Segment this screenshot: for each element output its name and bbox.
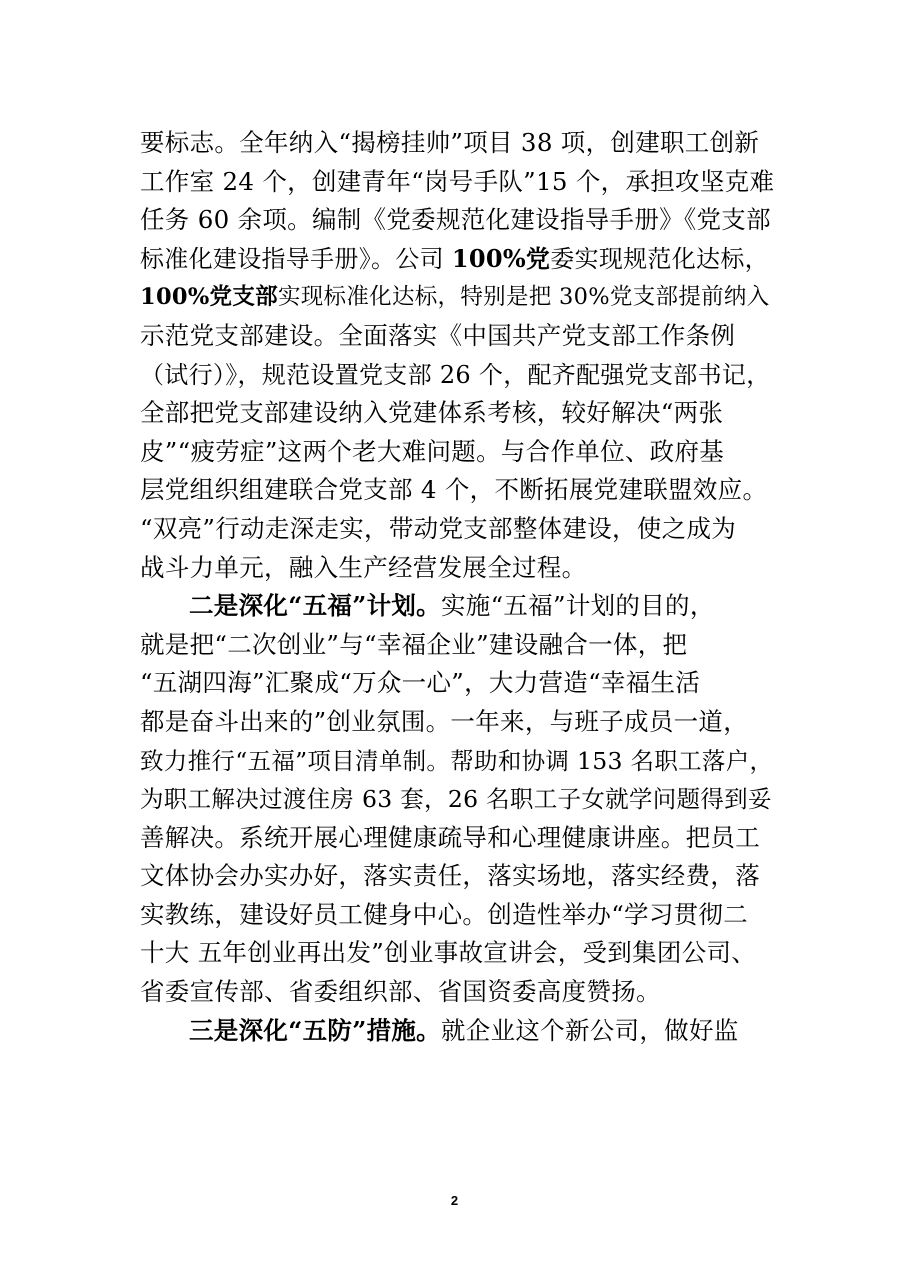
bold-text: 100%党 <box>451 243 551 273</box>
text-line <box>140 549 780 588</box>
line-text: 文体协会办实办好，落实责任，落实场地，落实经费，落 <box>140 861 760 891</box>
line-text: 战斗力单元，融入生产经营发展全过程。 <box>140 552 587 582</box>
text-line <box>140 896 780 935</box>
line-text: （试行）》，规范设置党支部 26 个，配齐配强党支部书记， <box>140 360 771 389</box>
line-text: 就是把“二次创业”与“幸福企业”建设融合一体，把 <box>140 629 688 659</box>
text-line <box>140 394 780 433</box>
text-line <box>140 626 780 665</box>
line-text: 标准化建设指导手册》。公司 <box>140 244 452 273</box>
text-line <box>140 240 780 279</box>
text-line <box>140 278 780 317</box>
line-text: 示范党支部建设。全面落实《中国共产党支部工作条例 <box>140 320 736 350</box>
bold-text: 100%党支部 <box>140 284 278 311</box>
line-text: 要标志。全年纳入“揭榜挂帅”项目 38 项，创建职工创新 <box>140 128 760 157</box>
line-text: 实教练，建设好员工健身中心。创造性举办“学习贯彻二 <box>140 899 749 929</box>
line-text: 就企业这个新公司，做好监 <box>440 1015 739 1045</box>
line-text: 致力推行“五福”项目清单制。帮助和协调 153 名职工落户， <box>140 746 774 775</box>
line-text: 实现标准化达标，特别是把 30%党支部提前纳入 <box>277 284 770 311</box>
text-line <box>140 857 780 896</box>
text-line <box>140 317 780 356</box>
body-text <box>140 124 780 1050</box>
text-line <box>140 742 780 781</box>
line-text: 委实现规范化达标， <box>550 244 769 273</box>
line-text: 层党组织组建联合党支部 4 个，不断拓展党建联盟效应。 <box>140 475 768 505</box>
line-text: 任务 60 余项。编制《党委规范化建设指导手册》《党支部 <box>140 205 771 235</box>
bold-text: 三是深化“五防”措施。 <box>189 1015 441 1045</box>
line-text: 十大 五年创业再出发”创业事故宣讲会，受到集团公司、 <box>140 938 757 968</box>
text-line <box>140 934 780 973</box>
line-text: 善解决。系统开展心理健康疏导和心理健康讲座。把员工 <box>140 822 760 852</box>
line-text: 都是奋斗出来的”创业氛围。一年来，与班子成员一道， <box>140 706 749 736</box>
line-text: “双亮”行动走深走实，带动党支部整体建设，使之成为 <box>140 513 737 543</box>
text-line <box>140 1012 780 1051</box>
text-line <box>140 587 780 626</box>
text-line <box>140 510 780 549</box>
text-line <box>140 124 780 163</box>
text-line <box>140 819 780 858</box>
text-line <box>140 664 780 703</box>
text-line <box>140 780 780 819</box>
text-line <box>140 433 780 472</box>
line-text: 皮”“疲劳症”这两个老大难问题。与合作单位、政府基 <box>140 436 725 466</box>
line-text: 工作室 24 个，创建青年“岗号手队”15 个，承担攻坚克难 <box>140 166 775 196</box>
line-text: “五湖四海”汇聚成“万众一心”，大力营造“幸福生活 <box>140 668 701 698</box>
text-line <box>140 356 780 395</box>
text-line <box>140 703 780 742</box>
page-number: 2 <box>450 1193 459 1208</box>
line-text: 省委宣传部、省委组织部、省国资委高度赞扬。 <box>140 977 661 1007</box>
text-line <box>140 471 780 510</box>
line-text: 为职工解决过渡住房 63 套，26 名职工子女就学问题得到妥 <box>140 785 772 814</box>
text-line <box>140 163 780 202</box>
line-text: 全部把党支部建设纳入党建体系考核，较好解决“两张 <box>140 398 724 428</box>
text-line <box>140 973 780 1012</box>
bold-text: 二是深化“五福”计划。 <box>189 591 441 621</box>
text-line <box>140 201 780 240</box>
line-text: 实施“五福”计划的目的， <box>440 591 715 621</box>
